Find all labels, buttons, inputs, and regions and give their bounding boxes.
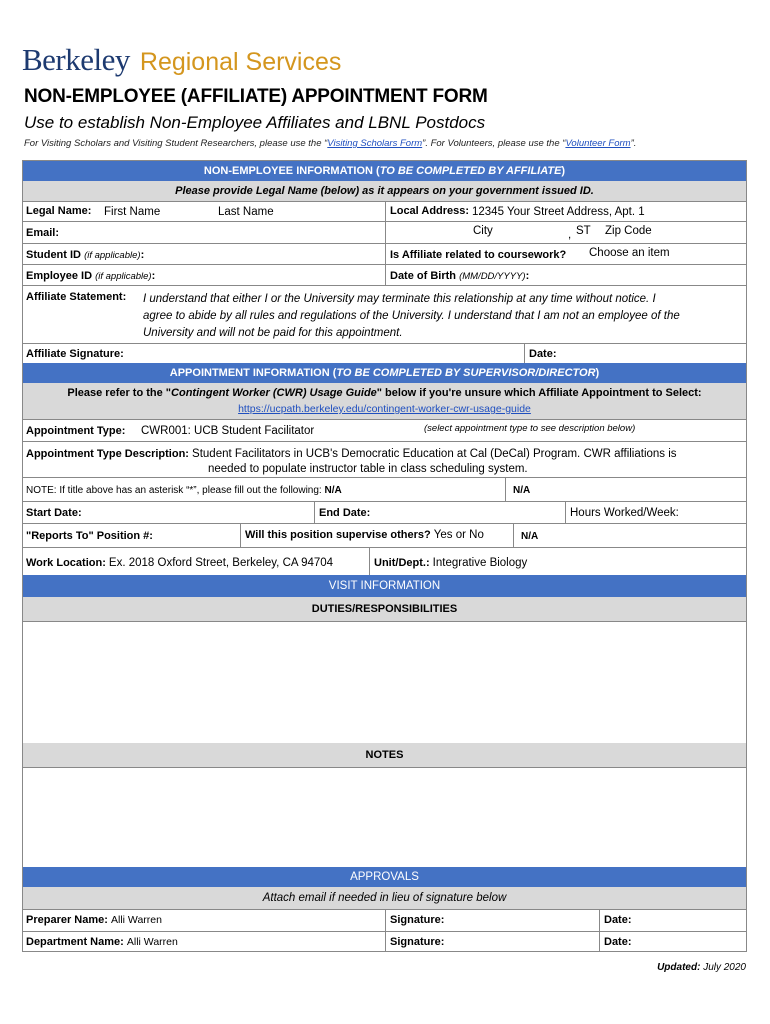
start-date-label: Start Date: [26,507,82,519]
refer-post: " below if you're unsure which Affiliate Appointment to Select: [376,387,702,399]
duties-header: DUTIES/RESPONSIBILITIES [23,597,746,621]
statement-line-2: agree to abide by all rules and regulations of the University. I understand that I am not an employee of the [143,310,680,322]
dob-label: Date of Birth [390,270,456,282]
email-label: Email: [26,227,60,239]
refer-pre: Please refer to the " [67,387,172,399]
note-prefix: For Visiting Scholars and Visiting Student Researchers, please use the “ [24,138,328,149]
duties-textarea[interactable] [23,621,746,743]
form-title: NON-EMPLOYEE (AFFILIATE) APPOINTMENT FORM [24,86,488,107]
row-reports-to [23,523,746,547]
visiting-scholars-link[interactable]: Visiting Scholars Form [327,138,423,149]
zip-field[interactable]: Zip Code [605,225,652,237]
cwr-guide-link[interactable]: https://ucpath.berkeley.edu/contingent-worker-cwr-usage-guide [238,403,531,415]
row-asterisk-note [23,477,746,501]
asterisk-na-2[interactable]: N/A [513,485,531,496]
last-name-field[interactable]: Last Name [218,206,274,218]
preparer-name-label: Preparer Name: [26,914,108,926]
dob-colon: : [525,270,530,282]
affiliate-header-close: ) [561,165,566,177]
updated-label: Updated: [657,962,701,973]
appointment-type-hint: (select appointment type to see description below) [424,423,636,434]
employee-id-colon: : [151,270,156,282]
work-location-field[interactable]: Ex. 2018 Oxford Street, Berkeley, CA 94704 [108,557,334,569]
statement-line-3: University and will not be paid for this appointment. [143,327,403,339]
visit-section-header: VISIT INFORMATION [23,575,746,597]
preparer-date-label: Date: [604,914,632,926]
form-subtitle: Use to establish Non-Employee Affiliates and LBNL Postdocs [24,113,486,132]
student-id-if-applicable: (if applicable) [84,250,141,261]
coursework-select[interactable]: Choose an item [589,247,670,259]
local-address-label: Local Address: [390,205,470,217]
row-department [23,931,746,952]
appointment-section-header [23,363,746,383]
legal-name-note: Please provide Legal Name (below) as it appears on your government issued ID. [23,181,746,201]
student-id-colon: : [140,249,145,261]
department-date-label: Date: [604,936,632,948]
asterisk-note-text: NOTE: If title above has an asterisk “*”, please fill out the following: [26,485,322,496]
coursework-label: Is Affiliate related to coursework? [390,249,567,261]
appointment-type-select[interactable]: CWR001: UCB Student Facilitator [141,425,315,437]
approvals-section-header: APPROVALS [23,867,746,887]
notes-header: NOTES [23,743,746,767]
appointment-header-close: ) [595,367,600,379]
affiliate-date-label: Date: [529,348,557,360]
cwr-guide-note [23,383,746,419]
supervise-label: Will this position supervise others? [245,529,431,541]
student-id-label: Student ID [26,249,81,261]
row-legal-name [23,201,746,221]
volunteer-form-link[interactable]: Volunteer Form [565,138,631,149]
end-date-label: End Date: [319,507,371,519]
reports-to-label: "Reports To" Position #: [26,530,153,542]
row-appointment-description [23,441,746,477]
department-name-label: Department Name: [26,936,124,948]
row-work-location [23,547,746,575]
appointment-desc-label: Appointment Type Description: [26,448,189,460]
berkeley-logo [22,42,341,82]
appointment-desc-line-1: Student Facilitators in UCB's Democratic Education at Cal (DeCal) Program. CWR affiliations is [192,448,677,460]
city-state-comma: , [568,229,572,241]
row-employee-id [23,264,746,285]
appointment-header-ital: TO BE COMPLETED BY SUPERVISOR/DIRECTOR [336,367,596,379]
affiliate-signature-label: Affiliate Signature: [26,348,124,360]
updated-date: July 2020 [703,962,746,973]
logo-regional-services: Regional Services [139,48,342,76]
statement-line-1: I understand that either I or the University may terminate this relationship at any time without notice. I [143,293,656,305]
form-note [24,138,636,149]
note-suffix: ”. [630,138,637,149]
employee-id-label: Employee ID [26,270,93,282]
appointment-header-text: APPOINTMENT INFORMATION ( [169,367,337,379]
supervise-select[interactable]: Yes or No [433,529,484,541]
row-affiliate-signature [23,343,746,363]
asterisk-na-1[interactable]: N/A [324,485,342,496]
employee-id-if-applicable: (if applicable) [95,271,152,282]
dob-format: (MM/DD/YYYY) [459,271,526,282]
work-location-label: Work Location: [26,557,106,569]
unit-dept-label: Unit/Dept.: [374,557,430,569]
updated-footer [657,962,746,973]
statement-label: Affiliate Statement: [26,291,127,303]
department-signature-label: Signature: [390,936,445,948]
row-appointment-type [23,419,746,441]
refer-ital: Contingent Worker (CWR) Usage Guide [171,387,377,399]
address-field[interactable]: 12345 Your Street Address, Apt. 1 [472,206,645,218]
unit-dept-field[interactable]: Integrative Biology [432,557,528,569]
affiliate-statement [23,285,746,343]
row-preparer [23,909,746,931]
note-mid: ”. For Volunteers, please use the “ [422,138,566,149]
appointment-desc-line-2: needed to populate instructor table in class scheduling system. [208,463,528,475]
first-name-field[interactable]: First Name [104,206,161,218]
row-student-id [23,243,746,264]
reports-na[interactable]: N/A [521,531,539,542]
department-name-field[interactable]: Alli Warren [126,936,178,948]
hours-worked-label: Hours Worked/Week: [570,507,679,519]
state-field[interactable]: ST [576,225,591,237]
row-dates [23,501,746,523]
row-email [23,221,746,243]
affiliate-section-header [23,161,746,181]
preparer-name-field[interactable]: Alli Warren [111,914,162,926]
legal-name-label: Legal Name: [26,205,92,217]
affiliate-header-ital: TO BE COMPLETED BY AFFILIATE [379,165,562,177]
approvals-attach-note: Attach email if needed in lieu of signature below [23,887,746,909]
appointment-form [22,160,747,952]
appointment-type-label: Appointment Type: [26,425,126,437]
logo-berkeley: Berkeley [22,42,130,77]
affiliate-header-text: NON-EMPLOYEE INFORMATION ( [203,165,380,177]
city-field[interactable]: City [473,225,493,237]
preparer-signature-label: Signature: [390,914,445,926]
notes-textarea[interactable] [23,767,746,867]
